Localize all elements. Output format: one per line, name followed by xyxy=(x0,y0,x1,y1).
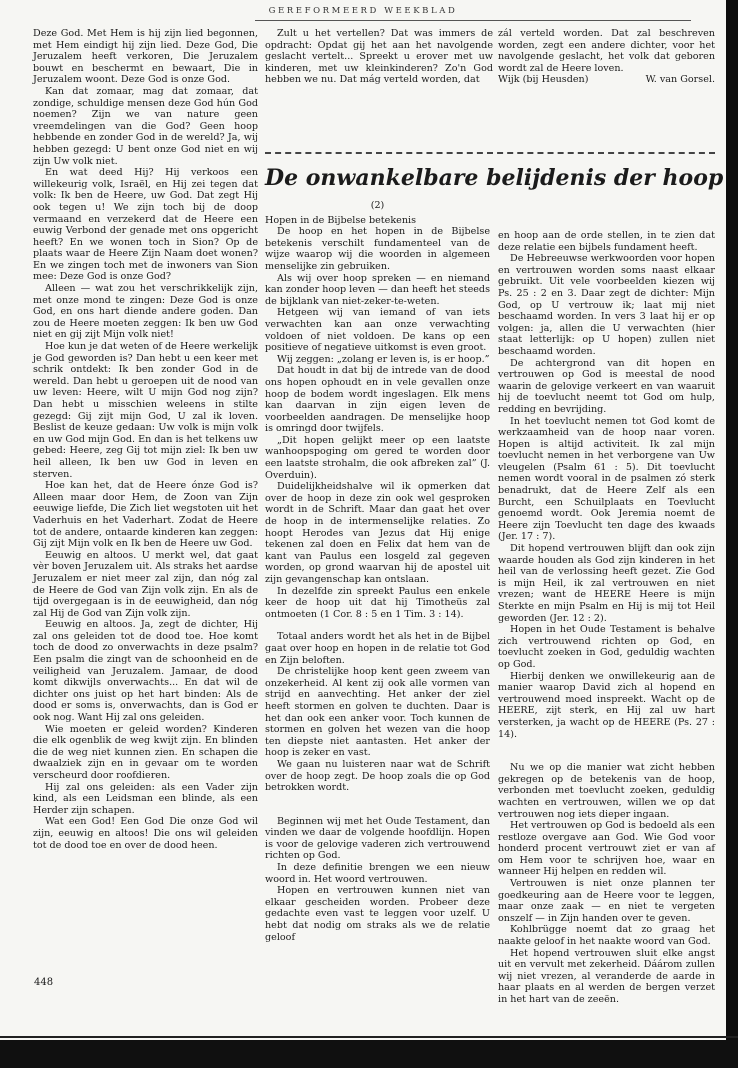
article-column-3 xyxy=(498,230,715,1006)
paragraph: Alleen — wat zou het verschrikkelijk zijn, met onze mond te zingen: Deze God is onze God, en ons hart diende andere goden. Dan zou de Heere moeten zeggen: Ik ben uw God niet en gij zijt Mijn volk niet! xyxy=(33,283,258,341)
paragraph: „Dit hopen gelijkt meer op een laatste wanhoopspoging om gered te worden door een laatste strohalm, die ook afbreken zal” (J. Overduin). xyxy=(265,434,490,481)
paragraph: en hoop aan de orde stellen, in te zien dat deze relatie een bijbels fundament heeft. xyxy=(498,230,715,253)
paragraph: De hoop en het hopen in de Bijbelse betekenis verschilt fundamenteel van de wijze waarop wij die woorden in algemeen menselijke zin gebruiken. xyxy=(265,226,490,272)
article-part: (2) xyxy=(370,200,385,211)
article-column-2 xyxy=(265,200,490,943)
paragraph: Hoe kan het, dat de Heere ónze God is? Alleen maar door Hem, de Zoon van Zijn eeuwige liefde, Die Zich liet wegstoten uit het Vaderhuis en het Vaderhart. Zodat de Heere tot de andere, ontaarde kinderen kan zeggen: Gij zijt Mijn volk en Ik ben de Heere uw God. xyxy=(33,480,258,550)
paragraph: Hetgeen wij van iemand of van iets verwachten kan aan onze verwachting voldoen of niet voldoen. De kans op een positieve of negatieve uitkomst is even groot. xyxy=(265,307,490,354)
page-number: 448 xyxy=(34,977,54,988)
spacer xyxy=(265,620,490,631)
paragraph: Vertrouwen is niet onze plannen ter goedkeuring aan de Heere voor te leggen, maar onze zaak — en niet te vergeten onszelf — in Zijn handen over te geven. xyxy=(498,878,715,924)
column-2-top xyxy=(265,28,493,86)
paragraph: Deze God. Met Hem is hij zijn lied begonnen, met Hem eindigt hij zijn lied. Deze God, Die Jeruzalem heeft verkoren, Die Jeruzalem bouwt en beschermt en bewaart, Die in Jeruzalem woont. Deze God is onze God. xyxy=(33,28,258,86)
paragraph: De achtergrond van dit hopen en vertrouwen op God is meestal de nood waarin de gelovige verkeert en van waaruit hij de toevlucht neemt tot God om hulp, redding en bevrijding. xyxy=(498,357,715,415)
paragraph: Het vertrouwen op God is bedoeld als een restloze overgave aan God. Wie God voor honderd procent vertrouwt ziet er van af om Hem voor te schrijven hoe, waar en wanneer Hij helpen en redden wil. xyxy=(498,820,715,878)
paragraph: In dezelfde zin spreekt Paulus een enkele keer de hoop uit dat hij Timotheüs zal ontmoeten (1 Cor. 8 : 5 en 1 Tim. 3 : 14). xyxy=(265,585,490,620)
section-heading: Hopen in de Bijbelse betekenis xyxy=(265,214,416,226)
paragraph: Nu we op die manier wat zicht hebben gekregen op de betekenis van de hoop, verbonden met toevlucht zoeken, geduldig wachten en vertrouwen, willen we op dat vertrouwen nog iets dieper ingaan. xyxy=(498,762,715,820)
paragraph: Hopen en vertrouwen kunnen niet van elkaar gescheiden worden. Probeer deze gedachte even vast te leggen voor uzelf. U hebt dat nodig om straks als we de relatie geloof xyxy=(265,885,490,943)
paragraph: Beginnen wij met het Oude Testament, dan vinden we daar de volgende hoofdlijn. Hopen is voor de gelovige vaderen zich vertrouwend richten op God. xyxy=(265,815,490,862)
paragraph: Totaal anders wordt het als het in de Bijbel gaat over hoop en hopen in de relatie tot God en Zijn beloften. xyxy=(265,631,490,666)
paragraph: Duidelijkheidshalve wil ik opmerken dat over de hoop in deze zin ook wel gesproken wordt in de Schrift. Maar dan gaat het over de hoop in de intermenselijke relaties. Zo hoopt Herodes van Jezus dat Hij enige tekenen zal doen en Felix dat hem van de kant van Paulus een losgeld zal gegeven worden, op grond waarvan hij de apostel uit zijn gevangenschap kan ontslaan. xyxy=(265,481,490,585)
paragraph: Als wij over hoop spreken — en niemand kan zonder hoop leven — dan heeft het steeds de bijklank van niet-zeker-te-weten. xyxy=(265,272,490,307)
paragraph: En wat deed Hij? Hij verkoos een willekeurig volk, Israël, en Hij zei tegen dat volk: Ik ben de Heere, uw God. Dat zegt Hij ook tegen u! We zijn toch bij de doop vermaand en verzekerd dat de Heere een euwig Verbond der genade met ons opgericht heeft? En we wonen toch in Sion? Op de plaats waar de Heere Zijn Naam doet wonen? En we zingen toch met de inwoners van Sion mee: Deze God is onze God? xyxy=(33,167,258,283)
paragraph: Hoe kun je dat weten of de Heere werkelijk je God geworden is? Dan hebt u een keer met schrik ontdekt: Ik ben zonder God in de wereld. Dan hebt u geroepen uit de nood van uw leven: Heere, wilt U mijn God nog zijn? Dan hebt u misschien weleens in stilte gezegd: Gij zijt mijn God, U zal ik loven. Beslist de keuze gedaan: Uw volk is mijn volk en uw God mijn God. En dan is het telkens uw gebed: Heere, zeg Gij tot mijn ziel: Ik ben uw heil alleen, Ik ben uw God in leven en sterven. xyxy=(33,341,258,480)
paragraph: Zult u het vertellen? Dat was immers de opdracht: Opdat gij het aan het navolgende geslacht vertelt... Spreekt u erover met uw kinderen, met uw kleinkinderen? Zo'n God hebben we nu. Dat mág verteld worden, dat xyxy=(265,28,493,86)
paragraph: Hopen in het Oude Testament is behalve zich vertrouwend richten op God, en toevlucht zoeken in God, geduldig wachten op God. xyxy=(498,624,715,670)
paragraph: In het toevlucht nemen tot God komt de werkzaamheid van de hoop naar voren. Hopen is altijd activiteit. Ik zal mijn toevlucht nemen in het verborgene van Uw vleugelen (Psalm 61 : 5). Dit toevlucht nemen wordt vooral in de psalmen zó sterk benadrukt, dat de Heere Zelf als een Burcht, een Schuilplaats en Toevlucht genoemd wordt. Ook Jeremia noemt de Heere zijn Toevlucht ten dage des kwaads (Jer. 17 : 7). xyxy=(498,415,715,543)
header-rule xyxy=(255,20,691,21)
paragraph: Dat houdt in dat bij de intrede van de dood ons hopen ophoudt en in vele gevallen onze hoop de bodem wordt ingeslagen. Elk mens kan daarvan in zijn eigen leven de voorbeelden aandragen. De menselijke hoop is omringd door twijfels. xyxy=(265,365,490,435)
paragraph: zál verteld worden. Dat zal beschreven worden, zegt een andere dichter, voor het navolgende geslacht, het volk dat geboren wordt zal de Heere loven. xyxy=(498,28,715,74)
paragraph: We gaan nu luisteren naar wat de Schrift over de hoop zegt. De hoop zoals die op God betrokken wordt. xyxy=(265,758,490,794)
spacer xyxy=(498,740,715,762)
paragraph: Wat een God! Een God Die onze God wil zijn, eeuwig en altoos! Die ons wil geleiden tot de dood toe en over de dood heen. xyxy=(33,816,258,851)
article-title: De onwankelbare belijdenis der hoop xyxy=(265,165,724,191)
paragraph: Eeuwig en altoos. Ja, zegt de dichter, Hij zal ons geleiden tot de dood toe. Hoe komt toch de dood zo onverwachts in deze psalm? Een psalm die zingt van de schoonheid en de veiligheid van Jeruzalem. Jamaar, de dood komt dikwijls onverwachts... En dat wil de dichter ons juist op het hart binden: Als de dood er soms is, onverwachts, dan is God er ook nog. Want Hij zal ons geleiden. xyxy=(33,619,258,724)
paragraph: Hij zal ons geleiden: als een Vader zijn kind, als een Leidsman een blinde, als een Herder zijn schapen. xyxy=(33,781,258,816)
paragraph: Wie moeten er geleid worden? Kinderen die elk ogenblik de weg kwijt zijn. En blinden die de weg niet kunnen zien. En schapen die dwaalziek zijn en in gevaar om te worden verscheurd door roofdieren. xyxy=(33,723,258,781)
paragraph: Het hopend vertrouwen sluit elke angst uit en vervult met zekerheid. Dáárom zullen wij niet vrezen, al veranderde de aarde in haar plaats en al werden de bergen verzet in het hart van de zeeën. xyxy=(498,947,715,1005)
paragraph: Eeuwig en altoos. U merkt wel, dat gaat vèr boven Jeruzalem uit. Als straks het aardse Jeruzalem er niet meer zal zijn, dan nóg zal de Heere de God van Zijn volk zijn. En als de tijd overgegaan is in de eeuwigheid, dan nóg zal Hij de God van Zijn volk zijn. xyxy=(33,549,258,619)
paragraph: De Hebreeuwse werkwoorden voor hopen en vertrouwen worden soms naast elkaar gebruikt. Uit vele voorbeelden kiezen wij Ps. 25 : 2 en 3. Daar zegt de dichter: Mijn God, op U vertrouw ik; laat mij niet beschaamd worden. In vers 3 laat hij er op volgen: ja, allen die U verwachten (hier staat letterlijk: op U hopen) zullen niet beschaamd worden. xyxy=(498,253,715,357)
section-divider xyxy=(265,152,715,156)
scan-border xyxy=(0,1040,738,1068)
signature xyxy=(498,74,715,86)
paragraph: Kohlbrügge noemt dat zo graag het naakte geloof in het naakte woord van God. xyxy=(498,924,715,948)
paragraph: Hierbij denken we onwillekeurig aan de manier waarop David zich al hopend en vertrouwend moed inspreekt. Wacht op de HEERE, zijt sterk, en Hij zal uw hart versterken, ja wacht op de HEERE (Ps. 27 : 14). xyxy=(498,670,715,740)
column-1 xyxy=(33,28,258,851)
paragraph: De christelijke hoop kent geen zweem van onzekerheid. Al kent zij ook alle vormen van strijd en aanvechting. Het anker der ziel heeft stormen en golven te duchten. Daar is het dan ook een anker voor. Toch kunnen de stormen en golven het wezen van die hoop ten diepste niet aantasten. Het anker der hoop is zeker en vast. xyxy=(265,666,490,759)
page-bottom-rule xyxy=(0,1036,738,1038)
spacer xyxy=(265,794,490,816)
column-3-top xyxy=(498,28,715,86)
paragraph: Wij zeggen: „zolang er leven is, is er hoop.” xyxy=(277,353,490,365)
page-edge-shadow xyxy=(726,0,738,1040)
paragraph: Dit hopend vertrouwen blijft dan ook zijn waarde houden als God zijn kinderen in het heil van de verlossing heeft gezet. Zie God is mijn Heil, ik zal vertrouwen en niet vrezen; want de HEERE Heere is mijn Sterkte en mijn Psalm en Hij is mij tot Heil geworden (Jer. 12 : 2). xyxy=(498,543,715,624)
paragraph: In deze definitie brengen we een nieuw woord in. Het woord vertrouwen. xyxy=(265,862,490,885)
header-title: GEREFORMEERD WEEKBLAD xyxy=(268,6,458,16)
signature-place: Wijk (bij Heusden) xyxy=(498,74,589,86)
page-header xyxy=(0,6,726,16)
signature-name: W. van Gorsel. xyxy=(645,74,715,86)
paragraph: Kan dat zomaar, mag dat zomaar, dat zondige, schuldige mensen deze God hún God noemen? Zijn we van nature geen vreemdelingen van die God? Geen hoop hebbende en zonder God in de wereld? Ja, wij hebben gezegd: U bent onze God niet en wij zijn Uw volk niet. xyxy=(33,85,258,167)
